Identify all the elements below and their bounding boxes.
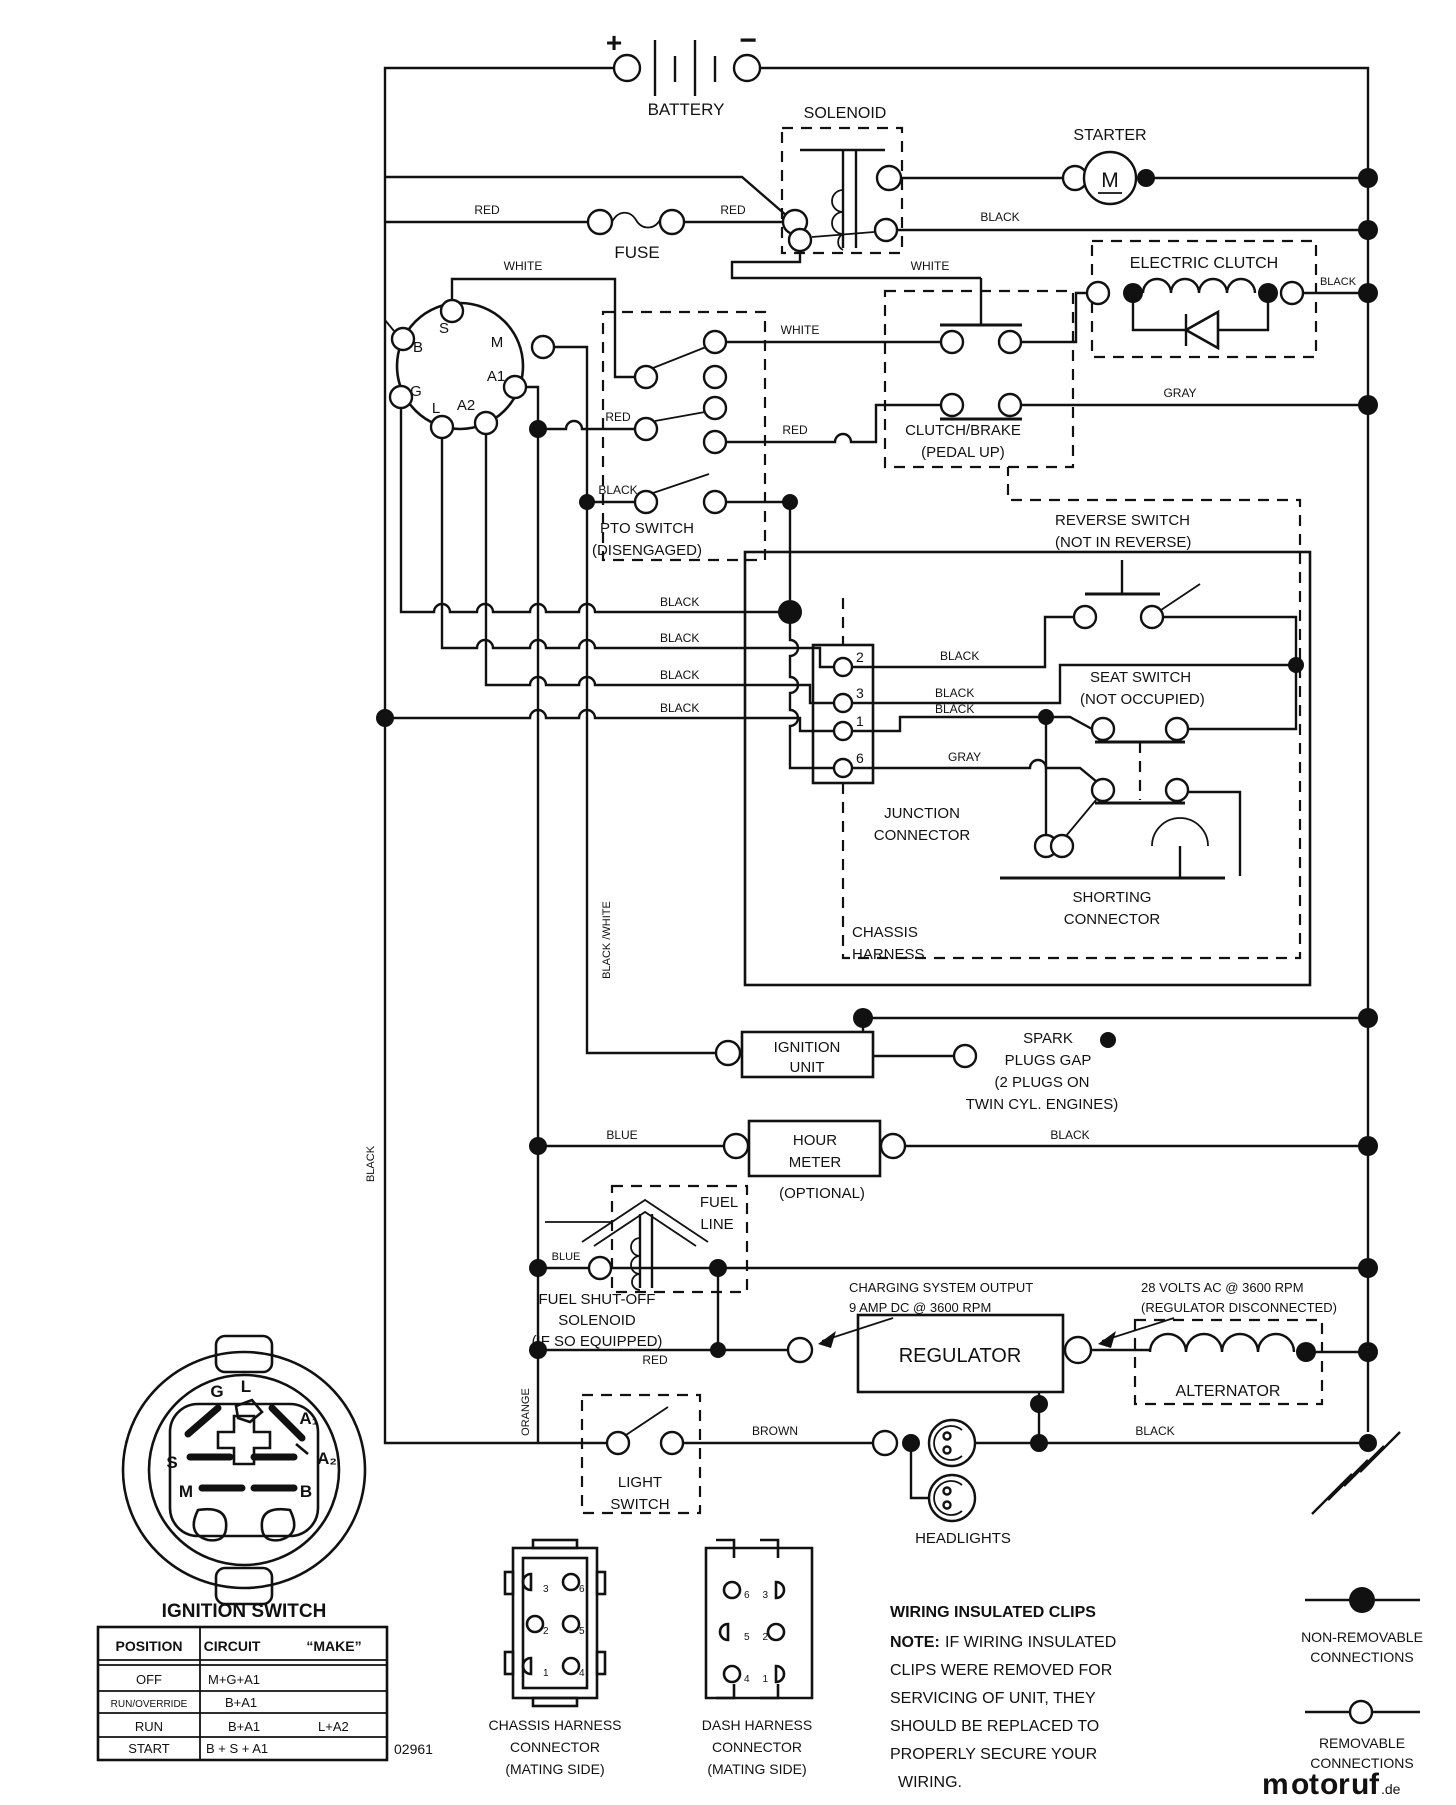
spark-label-4: TWIN CYL. ENGINES) <box>965 1096 1119 1113</box>
wire-label-brown: BROWN <box>752 1424 798 1438</box>
note-line-2: CLIPS WERE REMOVED FOR <box>890 1662 1113 1679</box>
fuel-shutoff-solenoid <box>529 1186 1368 1350</box>
chassis-conn-label-2: CONNECTOR <box>510 1739 600 1755</box>
reverse-switch-label-1: REVERSE SWITCH <box>1055 512 1191 529</box>
ignition-switch-title: IGNITION SWITCH <box>161 1601 327 1622</box>
shorting-label-1: SHORTING <box>1072 889 1152 906</box>
wire-label-gray-pin6: GRAY <box>948 750 982 764</box>
light-switch-label-1: LIGHT <box>617 1474 663 1491</box>
wire-label-red-3: RED <box>605 410 631 424</box>
note-bold: NOTE: <box>890 1634 940 1651</box>
charging-callout-2: 9 AMP DC @ 3600 RPM <box>849 1300 992 1315</box>
ign-conn-a1: A1 <box>486 368 506 385</box>
spark-label-2: PLUGS GAP <box>1004 1052 1092 1069</box>
ign-conn-l: L <box>431 400 441 417</box>
charging-callout-1: CHARGING SYSTEM OUTPUT <box>849 1280 1034 1295</box>
electric-clutch-label: ELECTRIC CLUTCH <box>1129 255 1279 272</box>
clutch-brake-label-2: (PEDAL UP) <box>921 444 1005 461</box>
chassis-conn-label-3: (MATING SIDE) <box>505 1761 605 1777</box>
fuel-line-label-2: LINE <box>700 1216 734 1233</box>
wire-label-blue-2: BLUE <box>551 1251 581 1263</box>
chassis-pin-2: 2 <box>543 1626 549 1637</box>
ign-conn-m: M <box>490 334 504 351</box>
chassis-pin-5: 5 <box>579 1626 585 1637</box>
junction-pin-1: 1 <box>856 713 864 729</box>
legend-nonremovable <box>1305 1587 1420 1613</box>
wire-label-black-clutch: BLACK <box>1319 276 1357 288</box>
fuel-shutoff-label-3: (IF SO EQUIPPED) <box>531 1333 663 1350</box>
wire-label-red-1: RED <box>474 203 500 217</box>
chassis-harness-connector <box>505 1540 605 1706</box>
chassis-pin-3: 3 <box>543 1584 549 1595</box>
solenoid-label: SOLENOID <box>803 105 887 122</box>
wire-label-black-row3: BLACK <box>660 668 700 682</box>
chassis-pin-6: 6 <box>579 1584 585 1595</box>
reverse-switch <box>852 560 1296 667</box>
fuel-shutoff-label-1: FUEL SHUT-OFF <box>538 1291 656 1308</box>
dash-conn-label-3: (MATING SIDE) <box>707 1761 807 1777</box>
junction-pin-3: 3 <box>856 685 864 701</box>
ign-conn-g: G <box>410 383 422 400</box>
wire-label-gray-1: GRAY <box>1163 386 1197 400</box>
wire-label-white-3: WHITE <box>780 323 820 337</box>
shorting-label-2: CONNECTOR <box>1063 911 1161 928</box>
volts-callout-1: 28 VOLTS AC @ 3600 RPM <box>1141 1280 1304 1295</box>
watermark-m: m <box>1262 1768 1289 1800</box>
junction-connector <box>813 645 873 783</box>
watermark-de: .de <box>1381 1781 1401 1797</box>
watermark-r: r <box>1338 1768 1350 1800</box>
wire-label-black-rail: BLACK <box>365 1145 377 1183</box>
dash-pin-2: 2 <box>762 1632 768 1643</box>
wire-label-black-pto: BLACK <box>598 483 638 497</box>
hour-meter-optional: (OPTIONAL) <box>779 1185 865 1202</box>
seat-switch-label-2: (NOT OCCUPIED) <box>1080 691 1205 708</box>
alternator-label: ALTERNATOR <box>1175 1383 1281 1400</box>
chassis-harness-boundary <box>745 467 1310 985</box>
legend-removable-2: CONNECTIONS <box>1310 1755 1414 1771</box>
battery-plus-sign: + <box>605 27 623 58</box>
chassis-conn-label-1: CHASSIS HARNESS <box>488 1717 622 1733</box>
dash-pin-6: 6 <box>744 1590 750 1601</box>
dash-pin-1: 1 <box>762 1674 768 1685</box>
note-line-4: SHOULD BE REPLACED TO <box>890 1718 1100 1735</box>
watermark-f: f <box>1369 1768 1379 1800</box>
table-r2-cir: B+A1 <box>225 1695 258 1710</box>
note-line-5: PROPERLY SECURE YOUR <box>890 1746 1098 1763</box>
wire-label-black-row4: BLACK <box>660 701 700 715</box>
note-line-6: WIRING. <box>898 1774 962 1791</box>
junction-label-1: JUNCTION <box>884 805 960 822</box>
wire-label-black-row2: BLACK <box>660 631 700 645</box>
wire-label-red-4: RED <box>782 423 808 437</box>
wire-label-red-reg: RED <box>642 1353 668 1367</box>
battery-label: BATTERY <box>647 100 725 119</box>
face-a1: A₁ <box>299 1409 319 1428</box>
face-m: M <box>178 1482 194 1501</box>
dash-pin-4: 4 <box>744 1674 750 1685</box>
legend-removable-1: REMOVABLE <box>1318 1735 1406 1751</box>
wire-label-blackwhite: BLACK /WHITE <box>601 901 613 979</box>
spark-label-1: SPARK <box>1023 1030 1073 1047</box>
wire-label-white-1: WHITE <box>503 259 543 273</box>
face-s: S <box>166 1453 178 1472</box>
table-r3-cir: B+A1 <box>228 1719 261 1734</box>
legend-nonremovable-1: NON-REMOVABLE <box>1301 1629 1423 1645</box>
dash-harness-connector <box>706 1540 812 1698</box>
spark-label-3: (2 PLUGS ON <box>994 1074 1090 1091</box>
watermark-o1: o <box>1291 1768 1310 1800</box>
watermark-t: t <box>1309 1768 1319 1800</box>
wire-label-red-2: RED <box>720 203 746 217</box>
right-rail <box>760 68 1368 1432</box>
legend-nonremovable-2: CONNECTIONS <box>1310 1649 1414 1665</box>
ign-conn-s: S <box>438 320 450 337</box>
starter-motor <box>901 152 1368 204</box>
wire-label-black-pin1: BLACK <box>935 702 975 716</box>
fuel-line-label-1: FUEL <box>699 1194 739 1211</box>
table-r2-pos: RUN/OVERRIDE <box>110 1699 188 1710</box>
chassis-harness-label-2: HARNESS <box>852 946 925 963</box>
note-title: WIRING INSULATED CLIPS <box>890 1604 1096 1621</box>
light-switch-label-2: SWITCH <box>610 1496 670 1513</box>
clutch-brake-label-1: CLUTCH/BRAKE <box>905 422 1021 439</box>
wire-label-black-solenoid: BLACK <box>980 210 1020 224</box>
chassis-pin-1: 1 <box>543 1668 549 1679</box>
table-r3-cir2: L+A2 <box>318 1719 349 1734</box>
table-r1-pos: OFF <box>136 1672 162 1687</box>
face-b: B <box>299 1482 313 1501</box>
hour-meter-label-2: METER <box>788 1154 842 1171</box>
regulator-label: REGULATOR <box>898 1345 1022 1367</box>
pto-label-1: PTO SWITCH <box>600 520 694 537</box>
table-r1-cir: M+G+A1 <box>208 1672 261 1687</box>
watermark-o2: o <box>1320 1768 1339 1800</box>
table-r3-pos: RUN <box>134 1719 164 1734</box>
starter-m: M <box>1101 169 1119 192</box>
face-l: L <box>240 1377 252 1396</box>
volts-callout-2: (REGULATOR DISCONNECTED) <box>1141 1300 1337 1315</box>
junction-pin-2: 2 <box>856 649 864 665</box>
pto-switch <box>529 312 941 600</box>
headlights-label: HEADLIGHTS <box>915 1530 1011 1547</box>
table-r4-pos: START <box>128 1741 170 1756</box>
wire-label-white-2: WHITE <box>910 259 950 273</box>
table-h-make: “MAKE” <box>306 1638 362 1654</box>
seat-switch-label-1: SEAT SWITCH <box>1090 669 1192 686</box>
hour-meter <box>529 1121 1368 1176</box>
wire-label-black-hm: BLACK <box>1050 1128 1090 1142</box>
face-a2: A₂ <box>317 1449 337 1468</box>
note-line-3: SERVICING OF UNIT, THEY <box>890 1690 1096 1707</box>
wire-label-orange: ORANGE <box>520 1388 532 1436</box>
dash-conn-label-1: DASH HARNESS <box>701 1717 813 1733</box>
battery <box>614 40 760 96</box>
reverse-switch-label-2: (NOT IN REVERSE) <box>1055 534 1192 551</box>
wire-label-black-pin2: BLACK <box>940 649 980 663</box>
chassis-harness-label-1: CHASSIS <box>852 924 918 941</box>
left-rail <box>385 68 614 1443</box>
wire-label-black-row1: BLACK <box>660 595 700 609</box>
drawing-number: 02961 <box>394 1741 433 1757</box>
junction-pin-6: 6 <box>856 750 864 766</box>
ignition-unit-label-2: UNIT <box>789 1059 825 1076</box>
ign-conn-b: B <box>412 339 424 356</box>
note-line-1: IF WIRING INSULATED <box>945 1634 1117 1651</box>
chassis-pin-4: 4 <box>579 1668 585 1679</box>
watermark-u: u <box>1351 1768 1370 1800</box>
table-h-position: POSITION <box>115 1638 183 1654</box>
fuse-label: FUSE <box>614 243 660 262</box>
dash-conn-label-2: CONNECTOR <box>712 1739 802 1755</box>
face-g: G <box>210 1382 224 1401</box>
hour-meter-label-1: HOUR <box>792 1132 838 1149</box>
table-r4-cir: B + S + A1 <box>206 1741 269 1756</box>
wire-label-black-hl: BLACK <box>1135 1424 1175 1438</box>
chassis-ground <box>1312 1432 1400 1514</box>
dash-pin-3: 3 <box>762 1590 768 1601</box>
spark-gap-dot <box>1100 1032 1116 1048</box>
table-h-circuit: CIRCUIT <box>203 1638 261 1654</box>
dash-pin-5: 5 <box>744 1632 750 1643</box>
battery-minus-sign: − <box>739 24 757 57</box>
legend-removable <box>1305 1701 1420 1723</box>
starter-label: STARTER <box>1073 127 1147 144</box>
wire-label-blue-1: BLUE <box>606 1128 638 1142</box>
ignition-unit-label-1: IGNITION <box>773 1039 841 1056</box>
ign-conn-a2: A2 <box>456 397 476 414</box>
fuel-shutoff-label-2: SOLENOID <box>558 1312 636 1329</box>
junction-label-2: CONNECTOR <box>873 827 971 844</box>
pto-label-2: (DISENGAGED) <box>591 542 703 559</box>
wire-label-black-pin3: BLACK <box>935 686 975 700</box>
